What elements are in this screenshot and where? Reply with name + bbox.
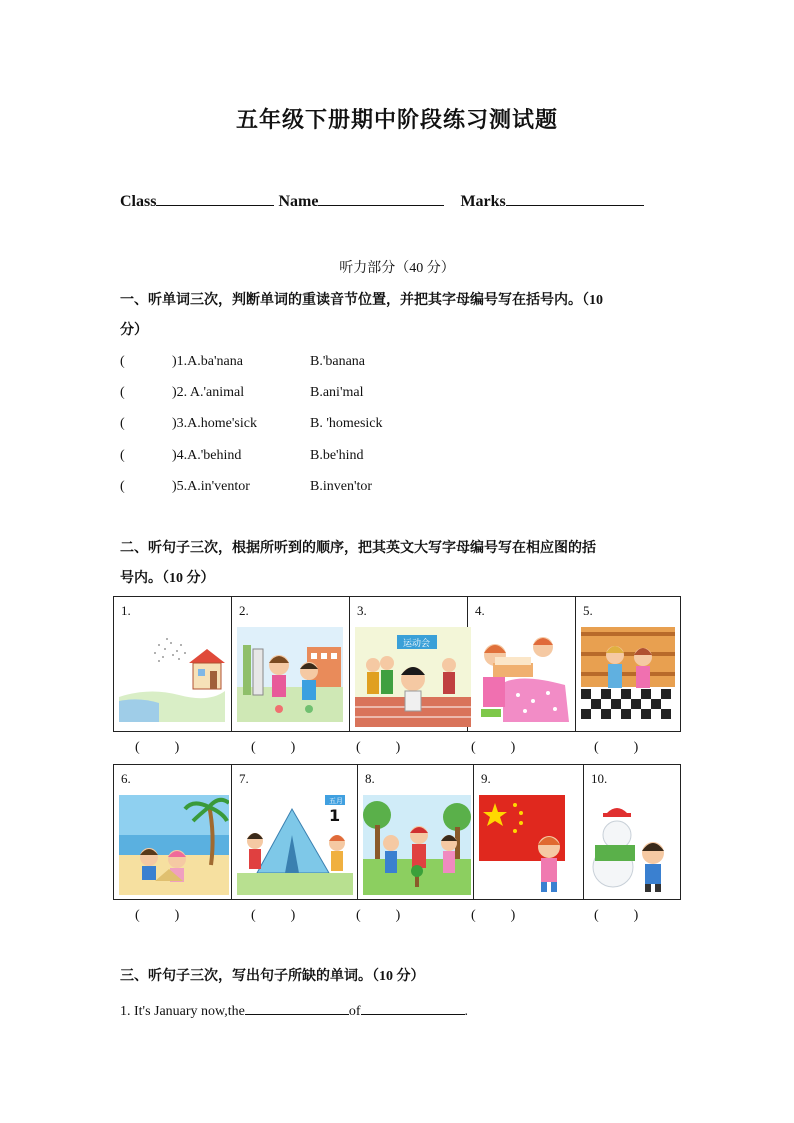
rainy-house-picture-icon bbox=[119, 627, 225, 722]
answer-row-1 bbox=[113, 740, 681, 760]
part1-instruction-line2: 分） bbox=[120, 323, 148, 338]
q1-text-end: . bbox=[464, 1004, 469, 1019]
answer-row-2 bbox=[113, 908, 681, 928]
answer-bracket-5[interactable]: ( ) bbox=[594, 740, 639, 755]
part1-instruction-line1: 一、听单词三次，判断单词的重读音节位置，并把其字母编号写在括号内。（10 bbox=[120, 293, 603, 308]
national-flag-picture-icon bbox=[479, 795, 579, 895]
picture-cell-8 bbox=[358, 765, 474, 899]
picture-number: 2. bbox=[239, 603, 249, 618]
picture-cell-1 bbox=[114, 597, 232, 731]
name-field[interactable] bbox=[318, 191, 444, 206]
answer-bracket-2[interactable]: ( ) bbox=[251, 740, 296, 755]
picture-cell-6 bbox=[114, 765, 232, 899]
picture-row-2 bbox=[113, 764, 681, 900]
picture-number: 7. bbox=[239, 771, 249, 786]
picture-cell-10 bbox=[584, 765, 680, 899]
q1-blank-1[interactable] bbox=[245, 1002, 349, 1015]
answer-bracket-3[interactable]: ( ) bbox=[356, 740, 401, 755]
option-a: )5.A.in'ventor bbox=[172, 479, 250, 494]
page-title: 五年级下册期中阶段练习测试题 bbox=[235, 107, 558, 132]
answer-bracket[interactable]: ( bbox=[120, 385, 125, 400]
school-kids-picture-icon bbox=[237, 627, 343, 722]
svg-text:五月: 五月 bbox=[329, 797, 343, 805]
svg-text:运动会: 运动会 bbox=[403, 639, 431, 649]
answer-bracket[interactable]: ( bbox=[120, 448, 125, 463]
answer-bracket-10[interactable]: ( ) bbox=[594, 908, 639, 923]
picture-number: 8. bbox=[365, 771, 375, 786]
picture-cell-5 bbox=[576, 597, 680, 731]
picture-row-1 bbox=[113, 596, 681, 732]
name-label: Name bbox=[278, 193, 319, 210]
answer-bracket[interactable]: ( bbox=[120, 354, 125, 369]
q1-text-start: 1. It's January now,the bbox=[120, 1004, 245, 1019]
part3-question-1 bbox=[120, 1002, 468, 1020]
picture-number: 6. bbox=[121, 771, 131, 786]
part2-instruction bbox=[120, 534, 680, 594]
sports-meet-picture-icon bbox=[355, 627, 471, 727]
svg-text:1: 1 bbox=[329, 806, 341, 825]
answer-bracket-4[interactable]: ( ) bbox=[471, 740, 516, 755]
beach-picture-icon bbox=[119, 795, 229, 895]
picture-cell-9 bbox=[474, 765, 584, 899]
picture-number: 4. bbox=[475, 603, 485, 618]
answer-bracket-7[interactable]: ( ) bbox=[251, 908, 296, 923]
picture-number: 5. bbox=[583, 603, 593, 618]
tree-planting-picture-icon bbox=[363, 795, 471, 895]
option-b: B.inven'tor bbox=[310, 479, 373, 494]
option-b: B.be'hind bbox=[310, 448, 364, 463]
answer-bracket-1[interactable]: ( ) bbox=[135, 740, 180, 755]
q1-blank-2[interactable] bbox=[361, 1002, 465, 1015]
q1-text-mid: of bbox=[348, 1004, 361, 1019]
birthday-cake-picture-icon bbox=[473, 627, 569, 722]
part2-instruction-line2: 号内。（10 分） bbox=[120, 571, 215, 586]
option-a: )3.A.home'sick bbox=[172, 416, 257, 431]
listening-section-heading: 听力部分（40 分） bbox=[339, 261, 455, 276]
option-b: B.'banana bbox=[310, 354, 366, 369]
shopping-picture-icon bbox=[581, 627, 675, 719]
part1-instruction bbox=[120, 286, 680, 346]
picture-cell-2 bbox=[232, 597, 350, 731]
camping-tent-picture-icon bbox=[237, 795, 353, 895]
picture-number: 9. bbox=[481, 771, 491, 786]
part2-instruction-line1: 二、听句子三次，根据所听到的顺序，把其英文大写字母编号写在相应图的括 bbox=[120, 541, 596, 556]
answer-bracket[interactable]: ( bbox=[120, 416, 125, 431]
option-b: B.ani'mal bbox=[310, 385, 364, 400]
option-b: B. 'homesick bbox=[310, 416, 383, 431]
answer-bracket-9[interactable]: ( ) bbox=[471, 908, 516, 923]
option-a: )1.A.ba'nana bbox=[172, 354, 243, 369]
picture-number: 10. bbox=[591, 771, 608, 786]
answer-bracket-6[interactable]: ( ) bbox=[135, 908, 180, 923]
picture-cell-4 bbox=[468, 597, 576, 731]
class-field[interactable] bbox=[156, 191, 274, 206]
class-label: Class bbox=[120, 193, 157, 210]
answer-bracket-8[interactable]: ( ) bbox=[356, 908, 401, 923]
option-a: )2. A.'animal bbox=[172, 385, 245, 400]
picture-number: 1. bbox=[121, 603, 131, 618]
marks-field[interactable] bbox=[506, 191, 644, 206]
picture-number: 3. bbox=[357, 603, 367, 618]
marks-label: Marks bbox=[460, 193, 506, 210]
picture-cell-3 bbox=[350, 597, 468, 731]
option-a: )4.A.'behind bbox=[172, 448, 242, 463]
snowman-picture-icon bbox=[589, 795, 677, 895]
picture-cell-7 bbox=[232, 765, 358, 899]
answer-bracket[interactable]: ( bbox=[120, 479, 125, 494]
part3-instruction: 三、听句子三次，写出句子所缺的单词。（10 分） bbox=[120, 969, 425, 984]
student-info-line bbox=[120, 191, 644, 211]
